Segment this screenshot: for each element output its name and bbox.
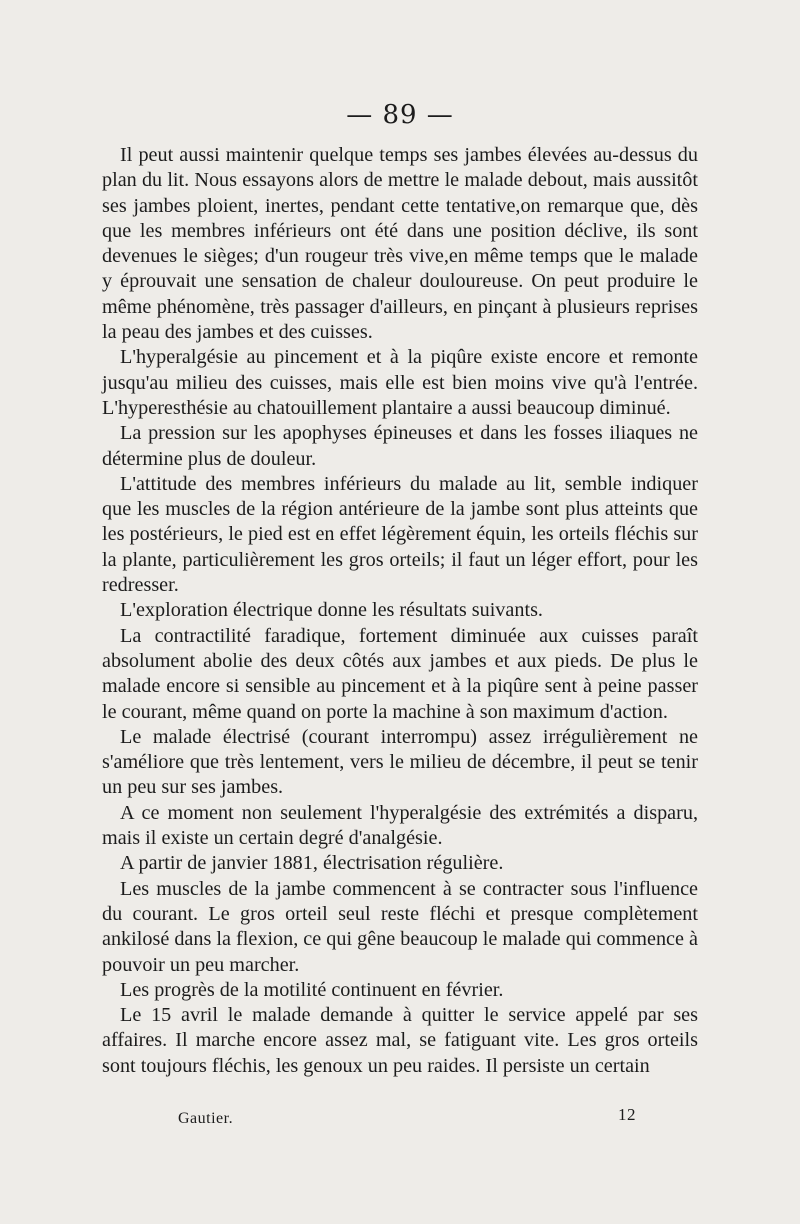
- paragraph: La contractilité faradique, fortement diminuée aux cuisses paraît absolument abolie des deux côtés aux jambes et aux pieds. De plus le malade encore si sensible au pincement et à la piqûre sent à peine passer le courant, même quand on porte la machine à son maximum d'action.: [102, 624, 698, 723]
- paragraph: L'hyperalgésie au pincement et à la piqûre existe encore et remonte jusqu'au milieu des cuisses, mais elle est bien moins vive qu'à l'entrée. L'hyperesthésie au chatouillement plantaire a aussi beaucoup diminué.: [102, 346, 698, 419]
- paragraph: Il peut aussi maintenir quelque temps ses jambes élevées au-dessus du plan du lit. Nous essayons alors de mettre le malade debout, mais aussitôt ses jambes ploient, inertes, pendant cette tentative,on remarque que, dès que les membres inférieurs ont été dans une position déclive, ils sont devenues le sièges; d'un rougeur très vive,en même temps que le malade y éprouvait une sensation de chaleur douloureuse. On peut produire le même phénomène, très passager d'ailleurs, en pinçant à plusieurs reprises la peau des jambes et des cuisses.: [102, 144, 698, 344]
- page-footer: [0, 1105, 800, 1135]
- paragraph: Le malade électrisé (courant interrompu) assez irrégulièrement ne s'améliore que très lentement, vers le milieu de décembre, il peut se tenir un peu sur ses jambes.: [102, 725, 698, 799]
- paragraph: L'exploration électrique donne les résultats suivants.: [120, 599, 543, 622]
- paragraph: Les muscles de la jambe commencent à se contracter sous l'influence du courant. Le gros orteil seul reste fléchi et presque complètement ankilosé dans la flexion, ce qui gêne beaucoup le malade qui commence à pouvoir un peu marcher.: [102, 877, 698, 976]
- paragraph: L'attitude des membres inférieurs du malade au lit, semble indiquer que les muscles de la région antérieure de la jambe sont plus atteints que les postérieurs, le pied est en effet légèrement équin, les orteils fléchis sur la plante, particulièrement les gros orteils; il faut un léger effort, pour les redresser.: [102, 472, 698, 597]
- page-number: — 89 —: [346, 100, 454, 130]
- paragraph: La pression sur les apophyses épineuses et dans les fosses iliaques ne détermine plus de douleur.: [102, 422, 698, 470]
- paragraph: A ce moment non seulement l'hyperalgésie des extrémités a disparu, mais il existe un certain degré d'analgésie.: [102, 801, 698, 850]
- paragraph: A partir de janvier 1881, électrisation régulière.: [120, 852, 504, 875]
- paragraph: Le 15 avril le malade demande à quitter le service appelé par ses affaires. Il marche encore assez mal, se fatiguant vite. Les gros orteils sont toujours fléchis, les genoux un peu raides. Il persiste un certain: [102, 1004, 698, 1077]
- paragraph: Les progrès de la motilité continuent en février.: [120, 978, 504, 1001]
- sheet-number: 12: [618, 1105, 636, 1124]
- body-text: [102, 143, 698, 1079]
- signature-mark: Gautier.: [178, 1110, 234, 1127]
